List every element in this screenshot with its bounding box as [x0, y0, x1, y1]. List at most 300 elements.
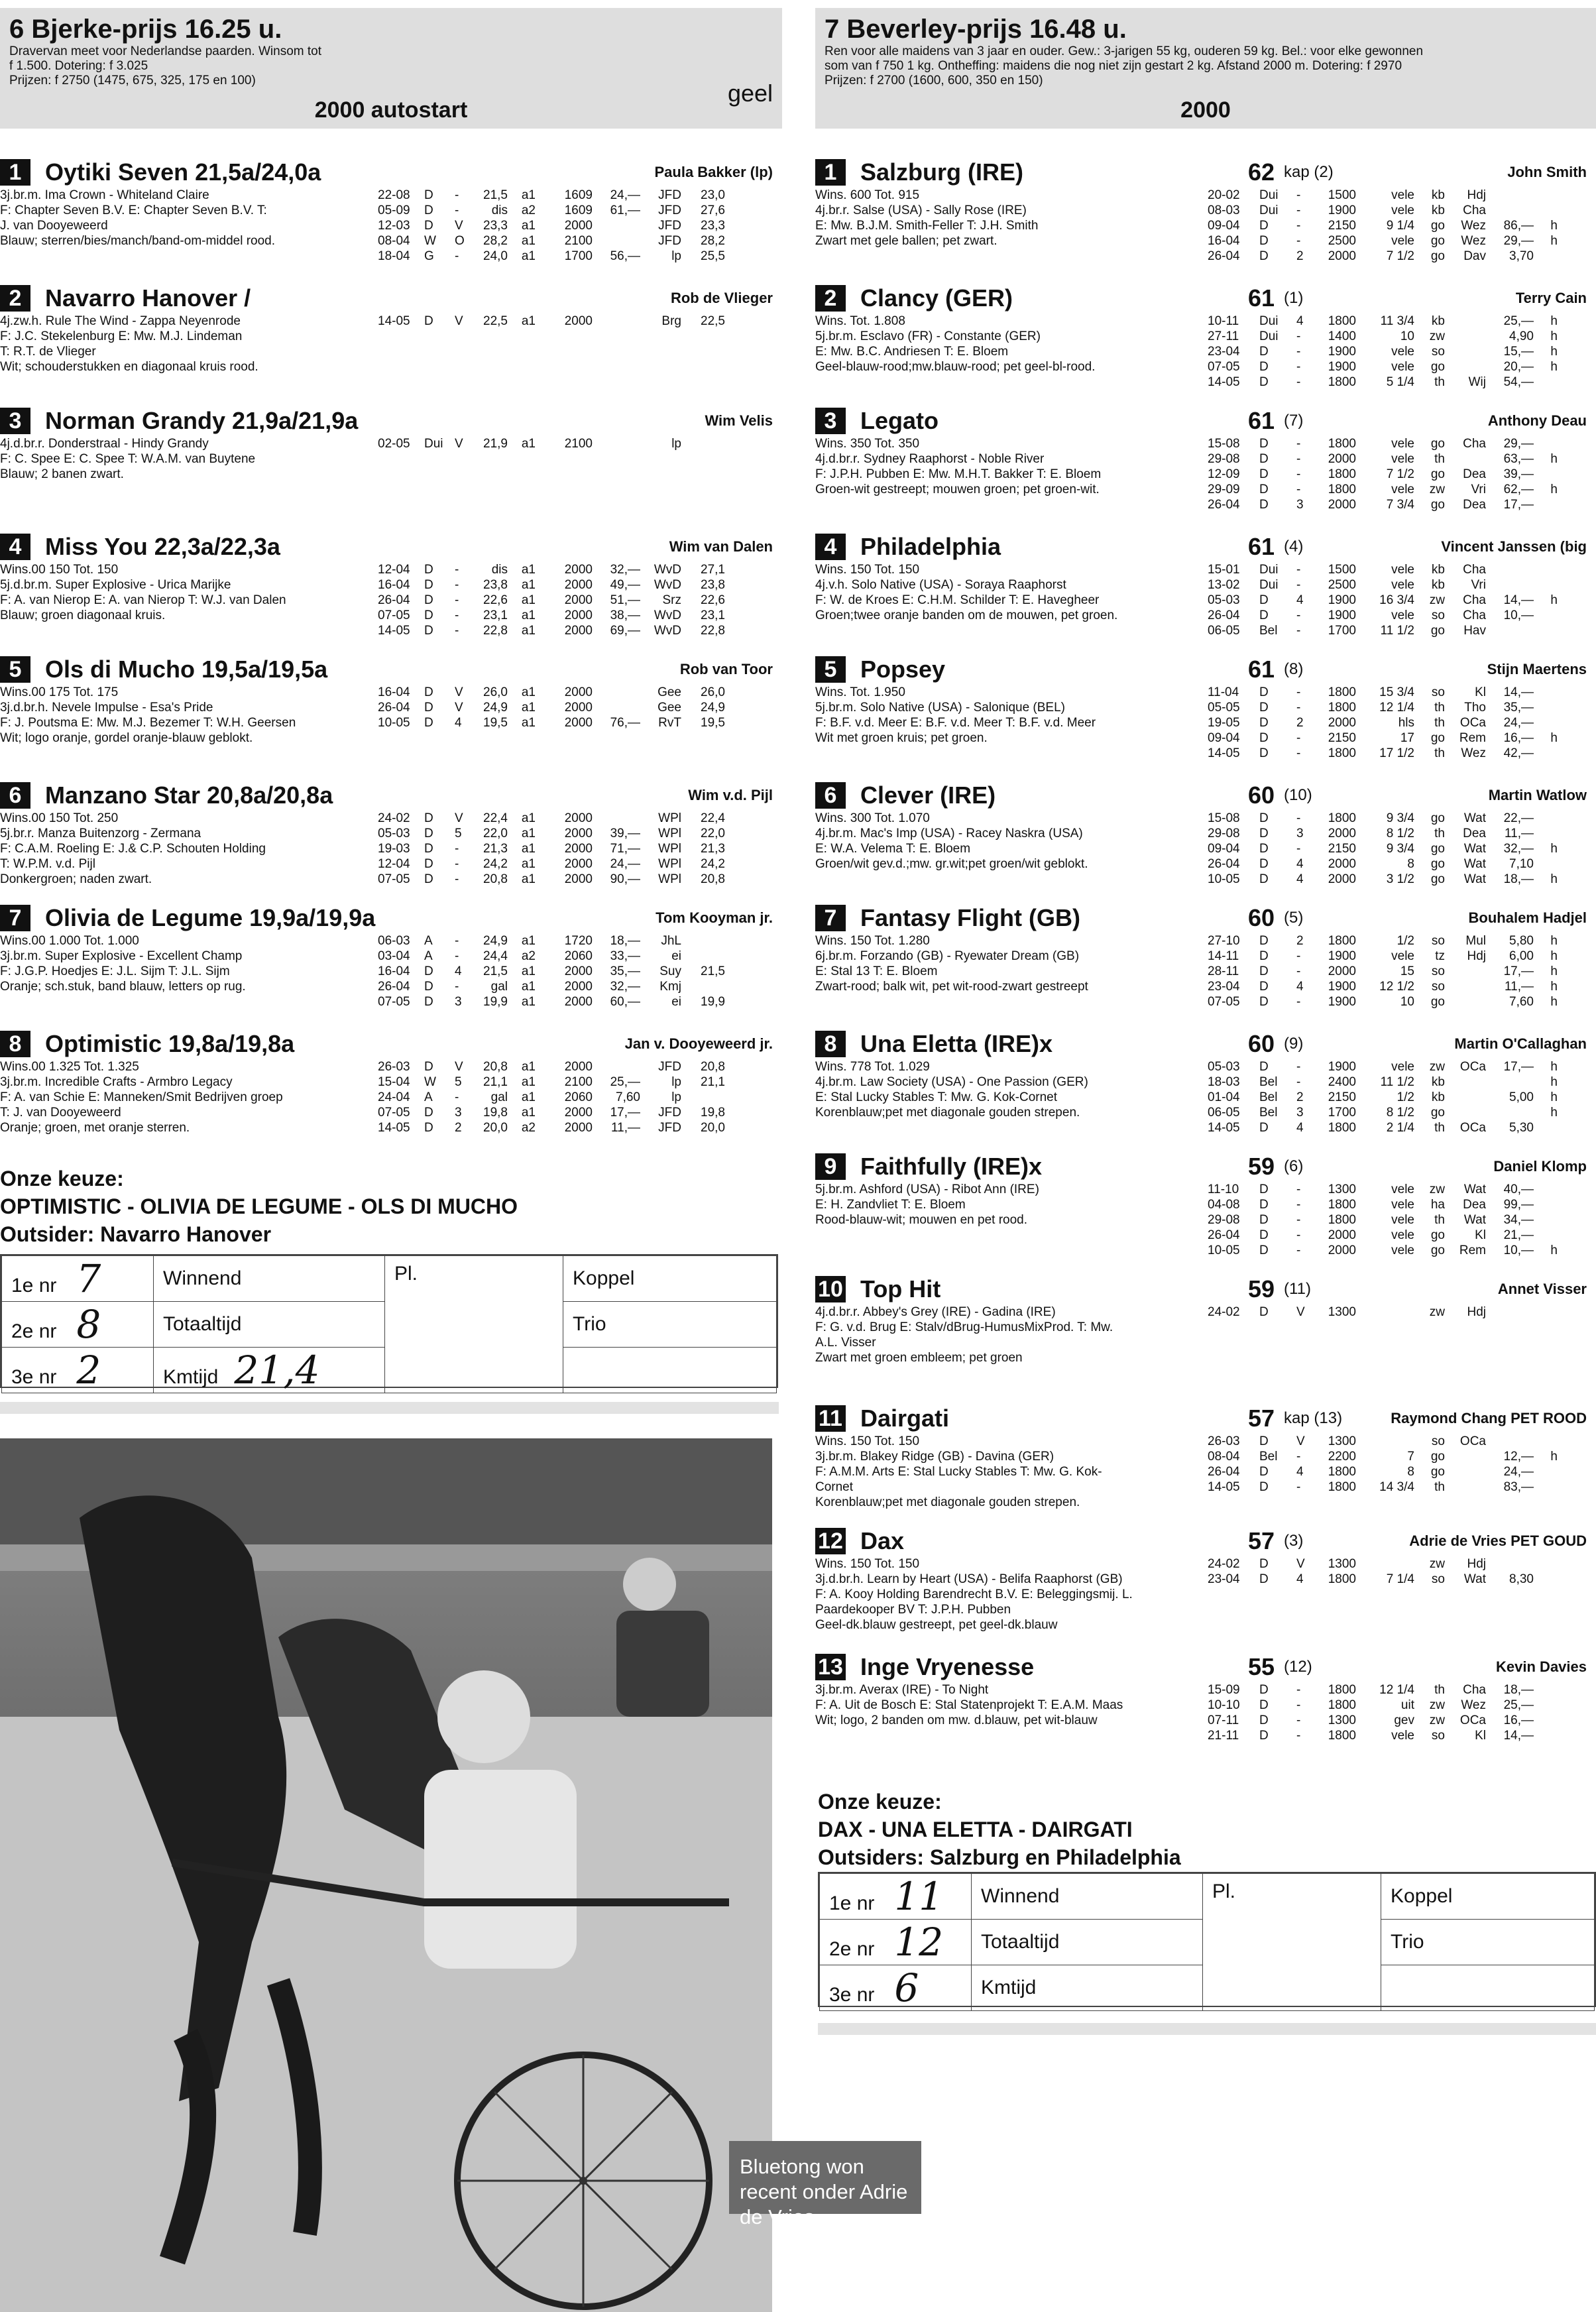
form-cell: 10: [1400, 995, 1414, 1009]
draw-info: (7): [1284, 412, 1304, 430]
form-row: [1208, 329, 1562, 344]
info-line: Oranje; groen, met oranje sterren.: [0, 1121, 190, 1135]
form-cell: vele: [1391, 949, 1414, 963]
horse-details: [0, 811, 782, 887]
form-cell: h: [1550, 345, 1558, 359]
form-cell: Hav: [1463, 624, 1486, 638]
form-row: [1208, 1059, 1562, 1074]
form-cell: 1800: [1328, 701, 1356, 715]
form-row: [1208, 1228, 1562, 1243]
form-cell: 2000: [564, 716, 593, 730]
form-cell: vele: [1391, 1198, 1414, 1212]
form-cell: 2000: [564, 872, 593, 886]
form-cell: go: [1430, 1228, 1445, 1242]
form-cell: so: [1431, 980, 1445, 994]
form-cell: Hdj: [1467, 1305, 1486, 1319]
grid-koppel: Koppel: [1381, 1874, 1595, 1920]
form-cell: 1800: [1328, 314, 1356, 328]
form-cell: 2150: [1328, 219, 1356, 233]
info-line: 3j.d.br.h. Nevele Impulse - Esa's Pride: [0, 701, 213, 715]
form-cell: D: [424, 203, 433, 217]
info-line: Wins.00 1.325 Tot. 1.325: [0, 1060, 139, 1074]
form-cell: [1538, 608, 1562, 623]
form-cell: 1900: [1328, 608, 1356, 622]
form-cell: [1538, 497, 1562, 512]
form-cell: 10,—: [1503, 608, 1534, 622]
draw-info: (8): [1284, 660, 1304, 678]
form-cell: 2000: [564, 964, 593, 978]
form-cell: [1538, 467, 1562, 482]
saddle-number: 8: [815, 1031, 846, 1057]
form-cell: -: [1296, 219, 1301, 233]
form-cell: 04-08: [1208, 1198, 1240, 1212]
race-distance: 2000: [1180, 97, 1231, 123]
form-cell: 26,0: [701, 685, 725, 699]
form-table: [1208, 1182, 1562, 1258]
form-cell: 2000: [1328, 249, 1356, 263]
info-line: F: Chapter Seven B.V. E: Chapter Seven B.V. T:: [0, 203, 267, 217]
form-cell: th: [1434, 1213, 1445, 1227]
form-cell: 05-03: [378, 827, 410, 840]
form-row: [378, 700, 729, 715]
form-cell: h: [1550, 360, 1558, 374]
horse-entry: [815, 283, 1596, 390]
form-row: [1208, 994, 1562, 1010]
form-cell: WvD: [654, 578, 681, 592]
form-cell: th: [1434, 716, 1445, 730]
info-line: A.L. Visser: [815, 1336, 876, 1350]
form-cell: Cha: [1463, 563, 1486, 577]
form-cell: D: [1259, 608, 1269, 622]
form-cell: 49,—: [610, 578, 640, 592]
form-cell: D: [1259, 980, 1269, 994]
form-cell: 7,10: [1509, 857, 1534, 871]
form-cell: D: [424, 624, 433, 638]
form-cell: -: [1296, 746, 1301, 760]
form-cell: h: [1550, 314, 1558, 328]
form-cell: [1449, 344, 1490, 359]
form-cell: go: [1430, 857, 1445, 871]
form-cell: vele: [1391, 578, 1414, 592]
form-cell: Kl: [1475, 685, 1486, 699]
form-cell: [1449, 1464, 1490, 1479]
form-cell: 14-05: [1208, 1121, 1240, 1135]
form-cell: 2000: [564, 563, 593, 577]
form-cell: 03-04: [378, 949, 410, 963]
form-cell: 11-04: [1208, 685, 1239, 699]
horse-header: [815, 157, 1596, 188]
form-cell: [685, 949, 729, 964]
horse-header: [815, 1151, 1596, 1182]
form-cell: Dea: [1463, 467, 1486, 481]
form-cell: -: [455, 188, 459, 202]
handicap-rating: 61: [1248, 533, 1275, 560]
grid-label: 2e nr 8: [2, 1302, 154, 1348]
form-cell: [1538, 623, 1562, 638]
form-cell: 20,8: [701, 1060, 725, 1074]
form-cell: 24,2: [701, 857, 725, 871]
horse-header: [0, 654, 782, 685]
form-cell: [597, 218, 644, 233]
grid-pl: Pl.: [385, 1256, 563, 1393]
form-cell: 15-08: [1208, 811, 1240, 825]
form-cell: zw: [1429, 1305, 1445, 1319]
form-cell: 2000: [564, 219, 593, 233]
form-cell: 16-04: [378, 964, 410, 978]
form-cell: 22,4: [701, 811, 725, 825]
form-cell: [1490, 188, 1538, 203]
form-cell: D: [1259, 1480, 1269, 1494]
form-cell: 29-08: [1208, 452, 1240, 466]
form-cell: [1538, 1212, 1562, 1228]
form-cell: [1538, 1556, 1562, 1572]
form-row: [1208, 344, 1562, 359]
form-cell: 15-04: [378, 1075, 410, 1089]
form-cell: 1800: [1328, 811, 1356, 825]
form-row: [1208, 218, 1562, 233]
horse-name: [45, 158, 654, 186]
horse-details: [815, 811, 1596, 887]
form-cell: h: [1550, 452, 1558, 466]
form-cell: 26-03: [378, 1060, 410, 1074]
form-cell: 22,4: [483, 811, 508, 825]
form-row: [1208, 933, 1562, 949]
form-cell: [1538, 249, 1562, 264]
form-cell: OCa: [1459, 1713, 1486, 1727]
form-cell: 12-04: [378, 563, 410, 577]
form-cell: Dav: [1463, 249, 1486, 263]
horse-entry: [0, 654, 782, 746]
form-cell: Wat: [1463, 857, 1486, 871]
form-cell: 2000: [1328, 452, 1356, 466]
form-cell: 26-04: [1208, 1465, 1240, 1479]
form-row: [378, 608, 729, 623]
form-cell: 18-04: [378, 249, 410, 263]
form-cell: V: [1296, 1434, 1305, 1448]
horse-entry: [0, 532, 782, 638]
form-cell: 2150: [1328, 1090, 1356, 1104]
form-cell: lp: [671, 249, 681, 263]
handicap-rating: 62: [1248, 158, 1275, 186]
form-cell: gal: [490, 1090, 508, 1104]
form-cell: [1360, 1304, 1418, 1320]
form-cell: 12 1/2: [1379, 980, 1414, 994]
horse-entry: [0, 780, 782, 887]
form-cell: -: [455, 578, 459, 592]
photo-caption: Bluetong won recent onder Adrie de Vries: [729, 2141, 921, 2214]
form-cell: 8 1/2: [1386, 827, 1414, 840]
form-cell: 7,60: [1509, 995, 1534, 1009]
form-cell: G: [424, 249, 434, 263]
form-cell: Cha: [1463, 203, 1486, 217]
form-row: [378, 1074, 729, 1090]
form-cell: 39,—: [610, 827, 640, 840]
form-cell: h: [1550, 964, 1558, 978]
form-cell: Wij: [1468, 375, 1486, 389]
form-cell: D: [1259, 995, 1269, 1009]
horse-entry: [0, 1029, 782, 1135]
form-cell: 24,9: [483, 701, 508, 715]
info-line: Wins. 300 Tot. 1.070: [815, 811, 930, 825]
form-cell: 5 1/4: [1386, 375, 1414, 389]
form-cell: [1538, 1572, 1562, 1587]
info-line: T: W.P.M. v.d. Pijl: [0, 857, 95, 871]
form-cell: a1: [521, 314, 536, 328]
form-cell: OCa: [1459, 1434, 1486, 1448]
form-cell: D: [1259, 716, 1269, 730]
horse-name: [860, 1405, 1248, 1432]
form-cell: [1449, 1449, 1490, 1464]
form-cell: 8: [1407, 1465, 1414, 1479]
form-cell: -: [455, 249, 459, 263]
form-cell: a1: [521, 964, 536, 978]
horse-info: [815, 1556, 1193, 1633]
form-cell: 19,9: [701, 995, 725, 1009]
horse-name-text: Optimistic 19,8a/19,8a: [45, 1030, 295, 1057]
form-cell: -: [1296, 234, 1301, 248]
form-cell: 21,5: [701, 964, 725, 978]
form-cell: vele: [1391, 203, 1414, 217]
form-cell: [1538, 1728, 1562, 1743]
form-cell: 24-02: [378, 811, 410, 825]
info-line: 4j.d.br.r. Sydney Raaphorst - Noble River: [815, 452, 1045, 466]
horse-info: [0, 811, 371, 887]
form-cell: 21-11: [1208, 1729, 1239, 1743]
form-cell: go: [1430, 1243, 1445, 1257]
form-cell: 1800: [1328, 1698, 1356, 1712]
our-choice-picks: DAX - UNA ELETTA - DAIRGATI: [818, 1818, 1133, 1841]
handicap-rating: 55: [1248, 1653, 1275, 1680]
form-cell: -: [1296, 437, 1301, 451]
form-row: [1208, 1304, 1562, 1320]
race-desc-line: Dravervan meet voor Nederlandse paarden. Winsom tot: [9, 44, 322, 58]
form-cell: 2000: [564, 624, 593, 638]
info-line: Wins. 778 Tot. 1.029: [815, 1060, 930, 1074]
form-cell: so: [1431, 964, 1445, 978]
info-line: 3j.br.m. Incredible Crafts - Armbro Legacy: [0, 1075, 233, 1089]
form-cell: go: [1430, 498, 1445, 512]
form-cell: 1400: [1328, 329, 1356, 343]
form-row: [1208, 826, 1562, 841]
form-row: [378, 826, 729, 841]
form-row: [378, 623, 729, 638]
form-cell: 02-05: [378, 437, 410, 451]
saddle-number: 1: [815, 159, 846, 186]
form-row: [1208, 482, 1562, 497]
info-line: Wins.00 175 Tot. 175: [0, 685, 119, 699]
handwritten-time: 21,4: [234, 1348, 320, 1393]
info-line: Wit; schouderstukken en diagonaal kruis rood.: [0, 360, 258, 374]
horse-header: [815, 406, 1596, 436]
info-line: Paardekooper BV T: J.P.H. Pubben: [815, 1603, 1011, 1617]
info-line: Wins. 150 Tot. 150: [815, 1434, 920, 1448]
form-cell: 2000: [564, 827, 593, 840]
form-cell: 07-05: [378, 995, 410, 1009]
form-cell: vele: [1391, 563, 1414, 577]
form-cell: Tho: [1464, 701, 1486, 715]
form-cell: [1490, 577, 1538, 593]
info-line: Wins. Tot. 1.808: [815, 314, 905, 328]
horse-info: [0, 314, 371, 375]
horse-entry: [0, 406, 782, 482]
horse-info: [815, 1059, 1193, 1135]
horse-info: [815, 314, 1193, 390]
form-cell: 2 1/4: [1386, 1121, 1414, 1135]
form-cell: D: [424, 980, 433, 994]
form-cell: 2000: [1328, 498, 1356, 512]
form-cell: -: [1296, 949, 1301, 963]
form-cell: [1538, 562, 1562, 577]
info-line: 5j.br.m. Solo Native (USA) - Salonique (BEL): [815, 701, 1065, 715]
form-cell: -: [1296, 452, 1301, 466]
form-cell: 2: [1296, 934, 1304, 948]
form-cell: go: [1430, 731, 1445, 745]
form-cell: 17 1/2: [1379, 746, 1414, 760]
info-line: Wins. Tot. 1.950: [815, 685, 905, 699]
form-cell: 28,2: [701, 234, 725, 248]
form-cell: 1/2: [1396, 934, 1414, 948]
form-table: [1208, 1304, 1562, 1365]
form-cell: -: [1296, 624, 1301, 638]
form-cell: D: [424, 219, 433, 233]
jockey-name: Martin Watlow: [1488, 787, 1587, 803]
form-cell: D: [424, 578, 433, 592]
form-cell: vele: [1391, 1183, 1414, 1196]
saddle-number: 3: [0, 408, 30, 434]
form-cell: 1800: [1328, 1213, 1356, 1227]
info-line: Groen/wit gev.d.;mw. gr.wit;pet groen/wit geblokt.: [815, 857, 1088, 871]
grid-koppel: Koppel: [563, 1256, 777, 1302]
form-cell: vele: [1391, 345, 1414, 359]
form-cell: 21,5: [483, 964, 508, 978]
horse-details: [0, 933, 782, 1010]
horse-header: [0, 780, 782, 811]
jockey-name: Rob van Toor: [679, 661, 773, 677]
horse-header: [815, 1403, 1596, 1434]
race-color: geel: [727, 80, 773, 107]
horse-name: [860, 904, 1248, 932]
form-cell: go: [1430, 1450, 1445, 1464]
form-cell: 24-02: [1208, 1557, 1240, 1571]
form-cell: 32,—: [610, 563, 640, 577]
form-row: [1208, 811, 1562, 826]
form-cell: Brg: [661, 314, 681, 328]
info-line: 4j.br.m. Mac's Imp (USA) - Racey Naskra (USA): [815, 827, 1083, 840]
form-cell: a1: [521, 934, 536, 948]
form-cell: vele: [1391, 483, 1414, 496]
form-cell: 14-05: [378, 1121, 410, 1135]
form-cell: 20,8: [483, 1060, 508, 1074]
form-cell: 07-11: [1208, 1713, 1239, 1727]
result-grid: [0, 1254, 778, 1393]
horse-details: [815, 188, 1596, 264]
info-line: F: A. Kooy Holding Barendrecht B.V. E: Beleggingsmij. L.: [815, 1588, 1133, 1601]
info-line: F: W. de Kroes E: C.H.M. Schilder T: E. Havegheer: [815, 593, 1100, 607]
form-cell: -: [1296, 345, 1301, 359]
form-cell: 99,—: [1503, 1198, 1534, 1212]
info-line: E: W.A. Velema T: E. Bloem: [815, 842, 971, 856]
form-cell: th: [1434, 746, 1445, 760]
form-table: [378, 1059, 729, 1135]
form-cell: dis: [491, 203, 508, 217]
form-cell: 1300: [1328, 1305, 1356, 1319]
horse-header: [0, 157, 782, 188]
form-cell: Wez: [1461, 746, 1486, 760]
draw-info: (12): [1284, 1658, 1312, 1676]
form-table: [1208, 1434, 1562, 1510]
form-cell: 1800: [1328, 1480, 1356, 1494]
form-table: [1208, 1682, 1562, 1743]
form-cell: a1: [521, 593, 536, 607]
form-cell: 15-01: [1208, 563, 1240, 577]
form-cell: 24,—: [610, 188, 640, 202]
horse-name-text: Faithfully (IRE)x: [860, 1153, 1043, 1180]
form-cell: -: [1296, 329, 1301, 343]
form-cell: [597, 685, 644, 700]
form-cell: 35,—: [1503, 701, 1534, 715]
form-cell: 2000: [1328, 1243, 1356, 1257]
form-cell: 5,00: [1509, 1090, 1534, 1104]
form-cell: 13-02: [1208, 578, 1240, 592]
horse-name: [860, 284, 1248, 312]
form-cell: Suy: [659, 964, 681, 978]
form-cell: 1500: [1328, 563, 1356, 577]
info-line: Korenblauw;pet met diagonale gouden strepen.: [815, 1106, 1080, 1120]
form-cell: [1538, 746, 1562, 761]
jockey-name: Paula Bakker (lp): [654, 164, 773, 180]
info-line: 5j.br.r. Manza Buitenzorg - Zermana: [0, 827, 201, 840]
form-cell: 10-10: [1208, 1698, 1240, 1712]
form-row: [378, 1120, 729, 1135]
saddle-number: 3: [815, 408, 846, 434]
harness-racing-photo: [0, 1438, 772, 2312]
form-cell: D: [1259, 219, 1269, 233]
form-cell: 2000: [564, 980, 593, 994]
form-cell: 7,60: [616, 1090, 640, 1104]
form-cell: 26,0: [483, 685, 508, 699]
form-row: [1208, 375, 1562, 390]
form-cell: -: [1296, 375, 1301, 389]
grid-label: 2e nr 12: [820, 1920, 972, 1965]
form-cell: 1900: [1328, 949, 1356, 963]
horse-header: [815, 654, 1596, 685]
form-row: [1208, 451, 1562, 467]
horse-entry: [815, 780, 1596, 887]
form-cell: zw: [1429, 593, 1445, 607]
form-cell: 2000: [564, 685, 593, 699]
race-7-column: [815, 8, 1596, 2010]
info-line: Wins.00 150 Tot. 250: [0, 811, 119, 825]
form-cell: D: [1259, 934, 1269, 948]
race-conditions: [825, 44, 1587, 88]
form-cell: 15-08: [1208, 437, 1240, 451]
form-row: [1208, 1197, 1562, 1212]
form-cell: [1490, 203, 1538, 218]
form-cell: 24-02: [1208, 1305, 1240, 1319]
form-cell: -: [1296, 1183, 1301, 1196]
form-cell: D: [1259, 1434, 1269, 1448]
form-cell: 22,0: [483, 827, 508, 840]
form-cell: a2: [521, 1121, 536, 1135]
form-cell: JFD: [658, 1106, 681, 1120]
form-cell: [1490, 1105, 1538, 1120]
form-cell: h: [1550, 329, 1558, 343]
form-cell: 16-04: [378, 685, 410, 699]
form-cell: D: [1259, 452, 1269, 466]
form-cell: 3: [1296, 1106, 1304, 1120]
horse-header: [0, 406, 782, 436]
horse-header: [0, 283, 782, 314]
